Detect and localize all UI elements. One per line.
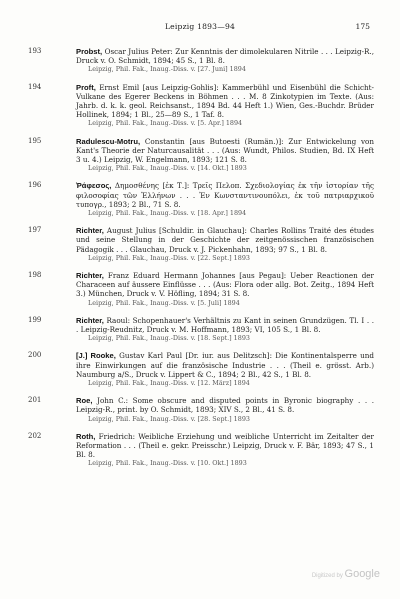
entry-dissertation-note: Leipzig, Phil. Fak., Inaug.-Diss. v. [28. Sept.] 1893	[88, 414, 250, 423]
entry-citation: Friedrich: Weibliche Erziehung und weibliche Unterricht im Zeitalter der Reformation . . . (Theil e. gekr. Preisschr.) Leipzig, Druck v. F. Bär, 1893; 47 S., 1 Bl. 8.	[76, 431, 374, 460]
watermark-prefix: Digitized by	[311, 573, 343, 579]
entry-author: Roth,	[76, 431, 96, 441]
entry-body	[76, 181, 374, 209]
entry-citation: Ernst Emil [aus Leipzig-Gohlis]: Kammerbühl und Eisenbühl die Schicht-Vulkane des Egerer Beckens in Böhmen . . . M. 8 Zinkotypien im Texte. (Aus: Jahrb. d. k. k. geol. Reichsanst., 1894 Bd. 44 Heft 1.) Wien, Ges.-Buchdr. Brüder Hollinek, 1894; 1 Bl., 25—89 S., 1 Taf. 8.	[76, 82, 374, 120]
entry-body	[76, 351, 374, 379]
entry-body	[76, 316, 374, 334]
entry-author: Proft,	[76, 82, 96, 92]
entry-number: 197	[28, 226, 42, 235]
entry-author: Radulescu-Motru,	[76, 136, 141, 146]
entry-dissertation-note: Leipzig, Phil. Fak., Inaug.-Diss. v. [14. Okt.] 1893	[88, 164, 247, 173]
entry-body	[76, 47, 374, 65]
entry-dissertation-note: Leipzig, Phil. Fak., Inaug.-Diss. v. [12. März] 1894	[88, 378, 250, 387]
bibliography-entry	[28, 316, 374, 343]
entry-dissertation-note: Leipzig, Phil. Fak., Inaug.-Diss. v. [22. Sept.] 1893	[88, 253, 250, 262]
entry-citation: Oscar Julius Peter: Zur Kenntnis der dimolekularen Nitrile . . . Leipzig-R., Druck v. O. Schmidt, 1894; 45 S., 1 Bl. 8.	[76, 47, 374, 66]
bibliography-entry	[28, 271, 374, 307]
google-logo: Google	[344, 568, 380, 580]
entry-body	[76, 83, 374, 120]
entry-body	[76, 271, 374, 299]
entry-author: Probst,	[76, 47, 103, 56]
running-title: Leipzig 1893—94	[164, 22, 236, 31]
page-header	[30, 22, 370, 34]
bibliography-entry	[28, 226, 374, 262]
entry-dissertation-note: Leipzig, Phil. Fak., Inaug.-Diss. v. [27. Juni] 1894	[88, 65, 246, 74]
entry-number: 198	[28, 270, 42, 279]
entry-number: 193	[28, 47, 42, 55]
bibliography-entry	[28, 432, 374, 468]
bibliography-entry	[28, 351, 374, 387]
bibliography-entry	[28, 47, 374, 74]
entry-citation: Franz Eduard Hermann Johannes [aus Pegau]: Ueber Reactionen der Characeen auf äussere Einflüsse . . . (Aus: Flora oder allg. Bot. Zeitg., 1894 Heft 3.) München, Druck v. V. Höfling, 1894; 31 S. 8.	[76, 270, 374, 299]
entry-author: [J.] Rooke,	[76, 351, 116, 361]
entry-dissertation-note: Leipzig, Phil. Fak., Inaug.-Diss. v. [5. Apr.] 1894	[88, 119, 243, 128]
entry-author: Roe,	[76, 396, 93, 406]
entry-number: 201	[28, 396, 42, 405]
bibliography-entry	[28, 181, 374, 217]
entry-citation: Δημοσθένης [ἐκ Τ.]: Τρεῖς Πελοπ. Σχεδιολογίας ἐκ τῆν ἱστορίαν τῆς φιλοσοφίας τῶν Ἑλλήνων . . . Ἐν Κωνσταντινουπόλει, ἐκ τοῦ πατριαρχικοῦ τυπογρ., 1893; 2 Bl., 71 S. 8.	[76, 181, 374, 209]
digitization-watermark	[312, 568, 380, 580]
bibliography-list	[28, 47, 374, 477]
entry-author: Richter,	[76, 315, 104, 325]
bibliography-entry	[28, 83, 374, 128]
entry-body	[76, 137, 374, 165]
entry-author: Richter,	[76, 226, 104, 236]
entry-body	[76, 396, 374, 414]
entry-number: 196	[28, 181, 42, 190]
entry-body	[76, 226, 374, 254]
entry-citation: August Julius [Schuldir. in Glauchau]: Charles Rollins Traité des études und seine Stellung in der Geschichte der zeitgenössischen französischen Pädagogik . . . Glauchau, Druck v. J. Pickenhahn, 1893; 97 S., 1 Bl. 8.	[76, 226, 374, 254]
entry-dissertation-note: Leipzig, Phil. Fak., Inaug.-Diss. v. [18. Sept.] 1893	[88, 334, 250, 343]
entry-dissertation-note: Leipzig, Phil. Fak., Inaug.-Diss. v. [18. Apr.] 1894	[88, 209, 247, 217]
entry-citation: Raoul: Schopenhauer's Verhältnis zu Kant in seinen Grundzügen. Tl. I . . . Leipzig-Reudnitz, Druck v. M. Hoffmann, 1893; VI, 105 S., 1 Bl. 8.	[76, 315, 374, 334]
entry-citation: Gustav Karl Paul [Dr. iur. aus Delitzsch]: Die Kontinentalsperre und ihre Einwirkungen auf die französische Industrie . . . (Theil e. grösst. Arb.) Naumburg a/S., Druck v. Lippert & C., 1894; 2 Bl., 42 S., 1 Bl. 8.	[76, 351, 374, 379]
entry-author: Ῥάφεσος,	[76, 181, 112, 191]
entry-dissertation-note: Leipzig, Phil. Fak., Inaug.-Diss. v. [10. Okt.] 1893	[88, 459, 247, 468]
bibliography-entry	[28, 137, 374, 173]
page-number: 175	[355, 22, 370, 31]
entry-number: 202	[28, 431, 42, 440]
entry-number: 199	[28, 315, 42, 324]
entry-dissertation-note: Leipzig, Phil. Fak., Inaug.-Diss. v. [5. Juli] 1894	[88, 298, 240, 307]
entry-number: 195	[28, 136, 42, 145]
entry-body	[76, 432, 374, 460]
entry-number: 194	[28, 82, 42, 91]
entry-number: 200	[28, 351, 42, 360]
entry-citation: Constantin [aus Butoesti (Rumän.)]: Zur Entwickelung von Kant's Theorie der Naturcausalität . . . (Aus: Wundt, Philos. Studien, Bd. IX Heft 3 u. 4.) Leipzig, W. Engelmann, 1893; 121 S. 8.	[76, 136, 374, 164]
entry-author: Richter,	[76, 270, 104, 280]
bibliography-entry	[28, 396, 374, 423]
entry-citation: John C.: Some obscure and disputed points in Byronic biography . . . Leipzig-R., print. by O. Schmidt, 1893; XIV S., 2 Bl., 41 S. 8.	[76, 396, 374, 415]
